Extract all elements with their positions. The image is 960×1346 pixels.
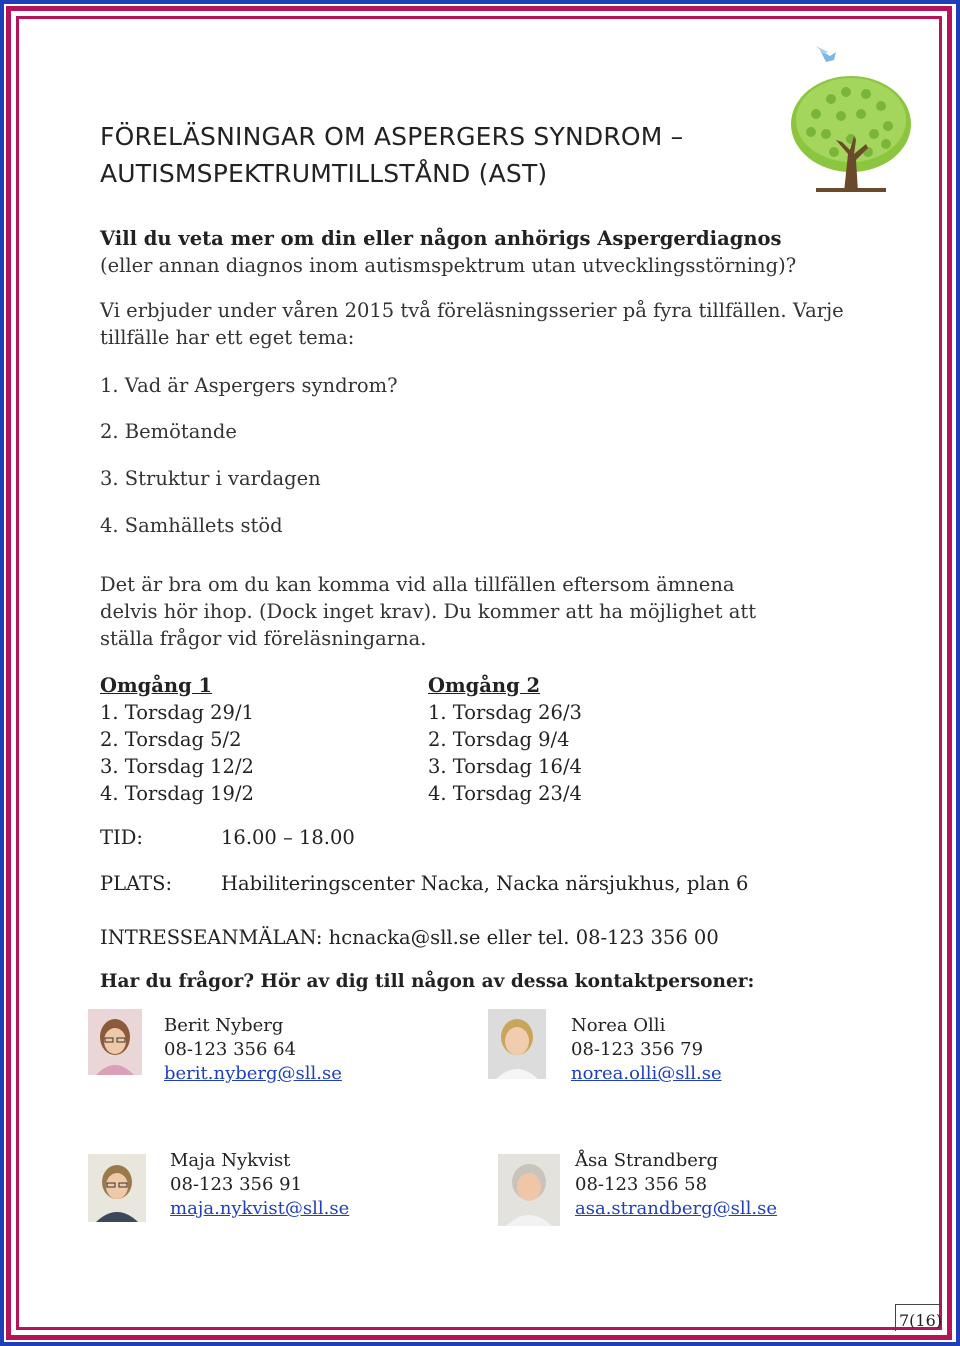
contact-phone: 08-123 356 58 xyxy=(575,1174,708,1195)
contact-card xyxy=(164,1014,342,1086)
title-line-1: FÖRELÄSNINGAR OM ASPERGERS SYNDROM – xyxy=(100,122,684,151)
frame-blue-bottom xyxy=(0,1342,960,1346)
offer-paragraph xyxy=(100,297,844,351)
place-label: PLATS: xyxy=(100,872,173,895)
intro-rest-line: (eller annan diagnos inom autismspektrum utan utvecklingsstörning)? xyxy=(100,254,797,277)
contact-photo xyxy=(488,1009,546,1079)
frame-blue-right xyxy=(956,0,960,1346)
bird-icon xyxy=(816,46,836,62)
contact-email-link[interactable]: asa.strandberg@sll.se xyxy=(575,1198,778,1219)
offer-line-1: Vi erbjuder under våren 2015 två föreläsningsserier på fyra tillfällen. Varje xyxy=(100,299,844,322)
contact-email-link[interactable]: maja.nykvist@sll.se xyxy=(170,1198,350,1219)
contact-card xyxy=(170,1149,349,1221)
contact-name: Maja Nykvist xyxy=(170,1150,291,1171)
signup-line: INTRESSEANMÄLAN: hcnacka@sll.se eller tel. 08-123 356 00 xyxy=(100,926,719,949)
contact-photo xyxy=(88,1009,142,1075)
round-2-date: 3. Torsdag 16/4 xyxy=(428,755,582,778)
contact-photo xyxy=(88,1154,146,1222)
round-1-date: 3. Torsdag 12/2 xyxy=(100,755,254,778)
theme-item: 3. Struktur i vardagen xyxy=(100,467,321,490)
frame-blue-top xyxy=(0,0,960,4)
intro-bold-line: Vill du veta mer om din eller någon anhörigs Aspergerdiagnos xyxy=(100,227,782,250)
round-2-date: 1. Torsdag 26/3 xyxy=(428,701,582,724)
contact-phone: 08-123 356 79 xyxy=(571,1039,704,1060)
contact-phone: 08-123 356 91 xyxy=(170,1174,303,1195)
title-line-2: AUTISMSPEKTRUMTILLSTÅND (AST) xyxy=(100,159,548,188)
questions-heading: Har du frågor? Hör av dig till någon av dessa kontaktpersoner: xyxy=(100,971,755,992)
round-2-date: 4. Torsdag 23/4 xyxy=(428,782,582,805)
intro-paragraph xyxy=(100,225,796,279)
page-number: 7(16) xyxy=(898,1311,942,1330)
contact-photo xyxy=(498,1154,560,1226)
round-1-schedule xyxy=(100,672,254,807)
round-2-heading: Omgång 2 xyxy=(428,674,541,697)
round-2-date: 2. Torsdag 9/4 xyxy=(428,728,570,751)
advice-line-3: ställa frågor vid föreläsningarna. xyxy=(100,627,427,650)
round-1-date: 4. Torsdag 19/2 xyxy=(100,782,254,805)
round-2-schedule xyxy=(428,672,582,807)
time-label: TID: xyxy=(100,826,143,849)
round-1-date: 1. Torsdag 29/1 xyxy=(100,701,254,724)
tree-logo-icon xyxy=(786,44,916,192)
theme-item: 2. Bemötande xyxy=(100,420,237,443)
theme-item: 4. Samhällets stöd xyxy=(100,514,283,537)
advice-paragraph xyxy=(100,571,756,652)
contact-card xyxy=(571,1014,722,1086)
contact-name: Berit Nyberg xyxy=(164,1015,284,1036)
round-1-date: 2. Torsdag 5/2 xyxy=(100,728,242,751)
contact-card xyxy=(575,1149,777,1221)
advice-line-2: delvis hör ihop. (Dock inget krav). Du kommer att ha möjlighet att xyxy=(100,600,757,623)
page-title xyxy=(100,118,683,192)
advice-line-1: Det är bra om du kan komma vid alla tillfällen eftersom ämnena xyxy=(100,573,735,596)
offer-line-2: tillfälle har ett eget tema: xyxy=(100,326,355,349)
round-1-heading: Omgång 1 xyxy=(100,674,213,697)
frame-blue-left xyxy=(0,0,4,1346)
theme-item: 1. Vad är Aspergers syndrom? xyxy=(100,374,398,397)
contact-email-link[interactable]: berit.nyberg@sll.se xyxy=(164,1063,342,1084)
contact-phone: 08-123 356 64 xyxy=(164,1039,297,1060)
contact-email-link[interactable]: norea.olli@sll.se xyxy=(571,1063,722,1084)
place-value: Habiliteringscenter Nacka, Nacka närsjukhus, plan 6 xyxy=(221,872,749,895)
time-value: 16.00 – 18.00 xyxy=(221,826,355,849)
contact-name: Norea Olli xyxy=(571,1015,666,1036)
contact-name: Åsa Strandberg xyxy=(575,1150,719,1171)
